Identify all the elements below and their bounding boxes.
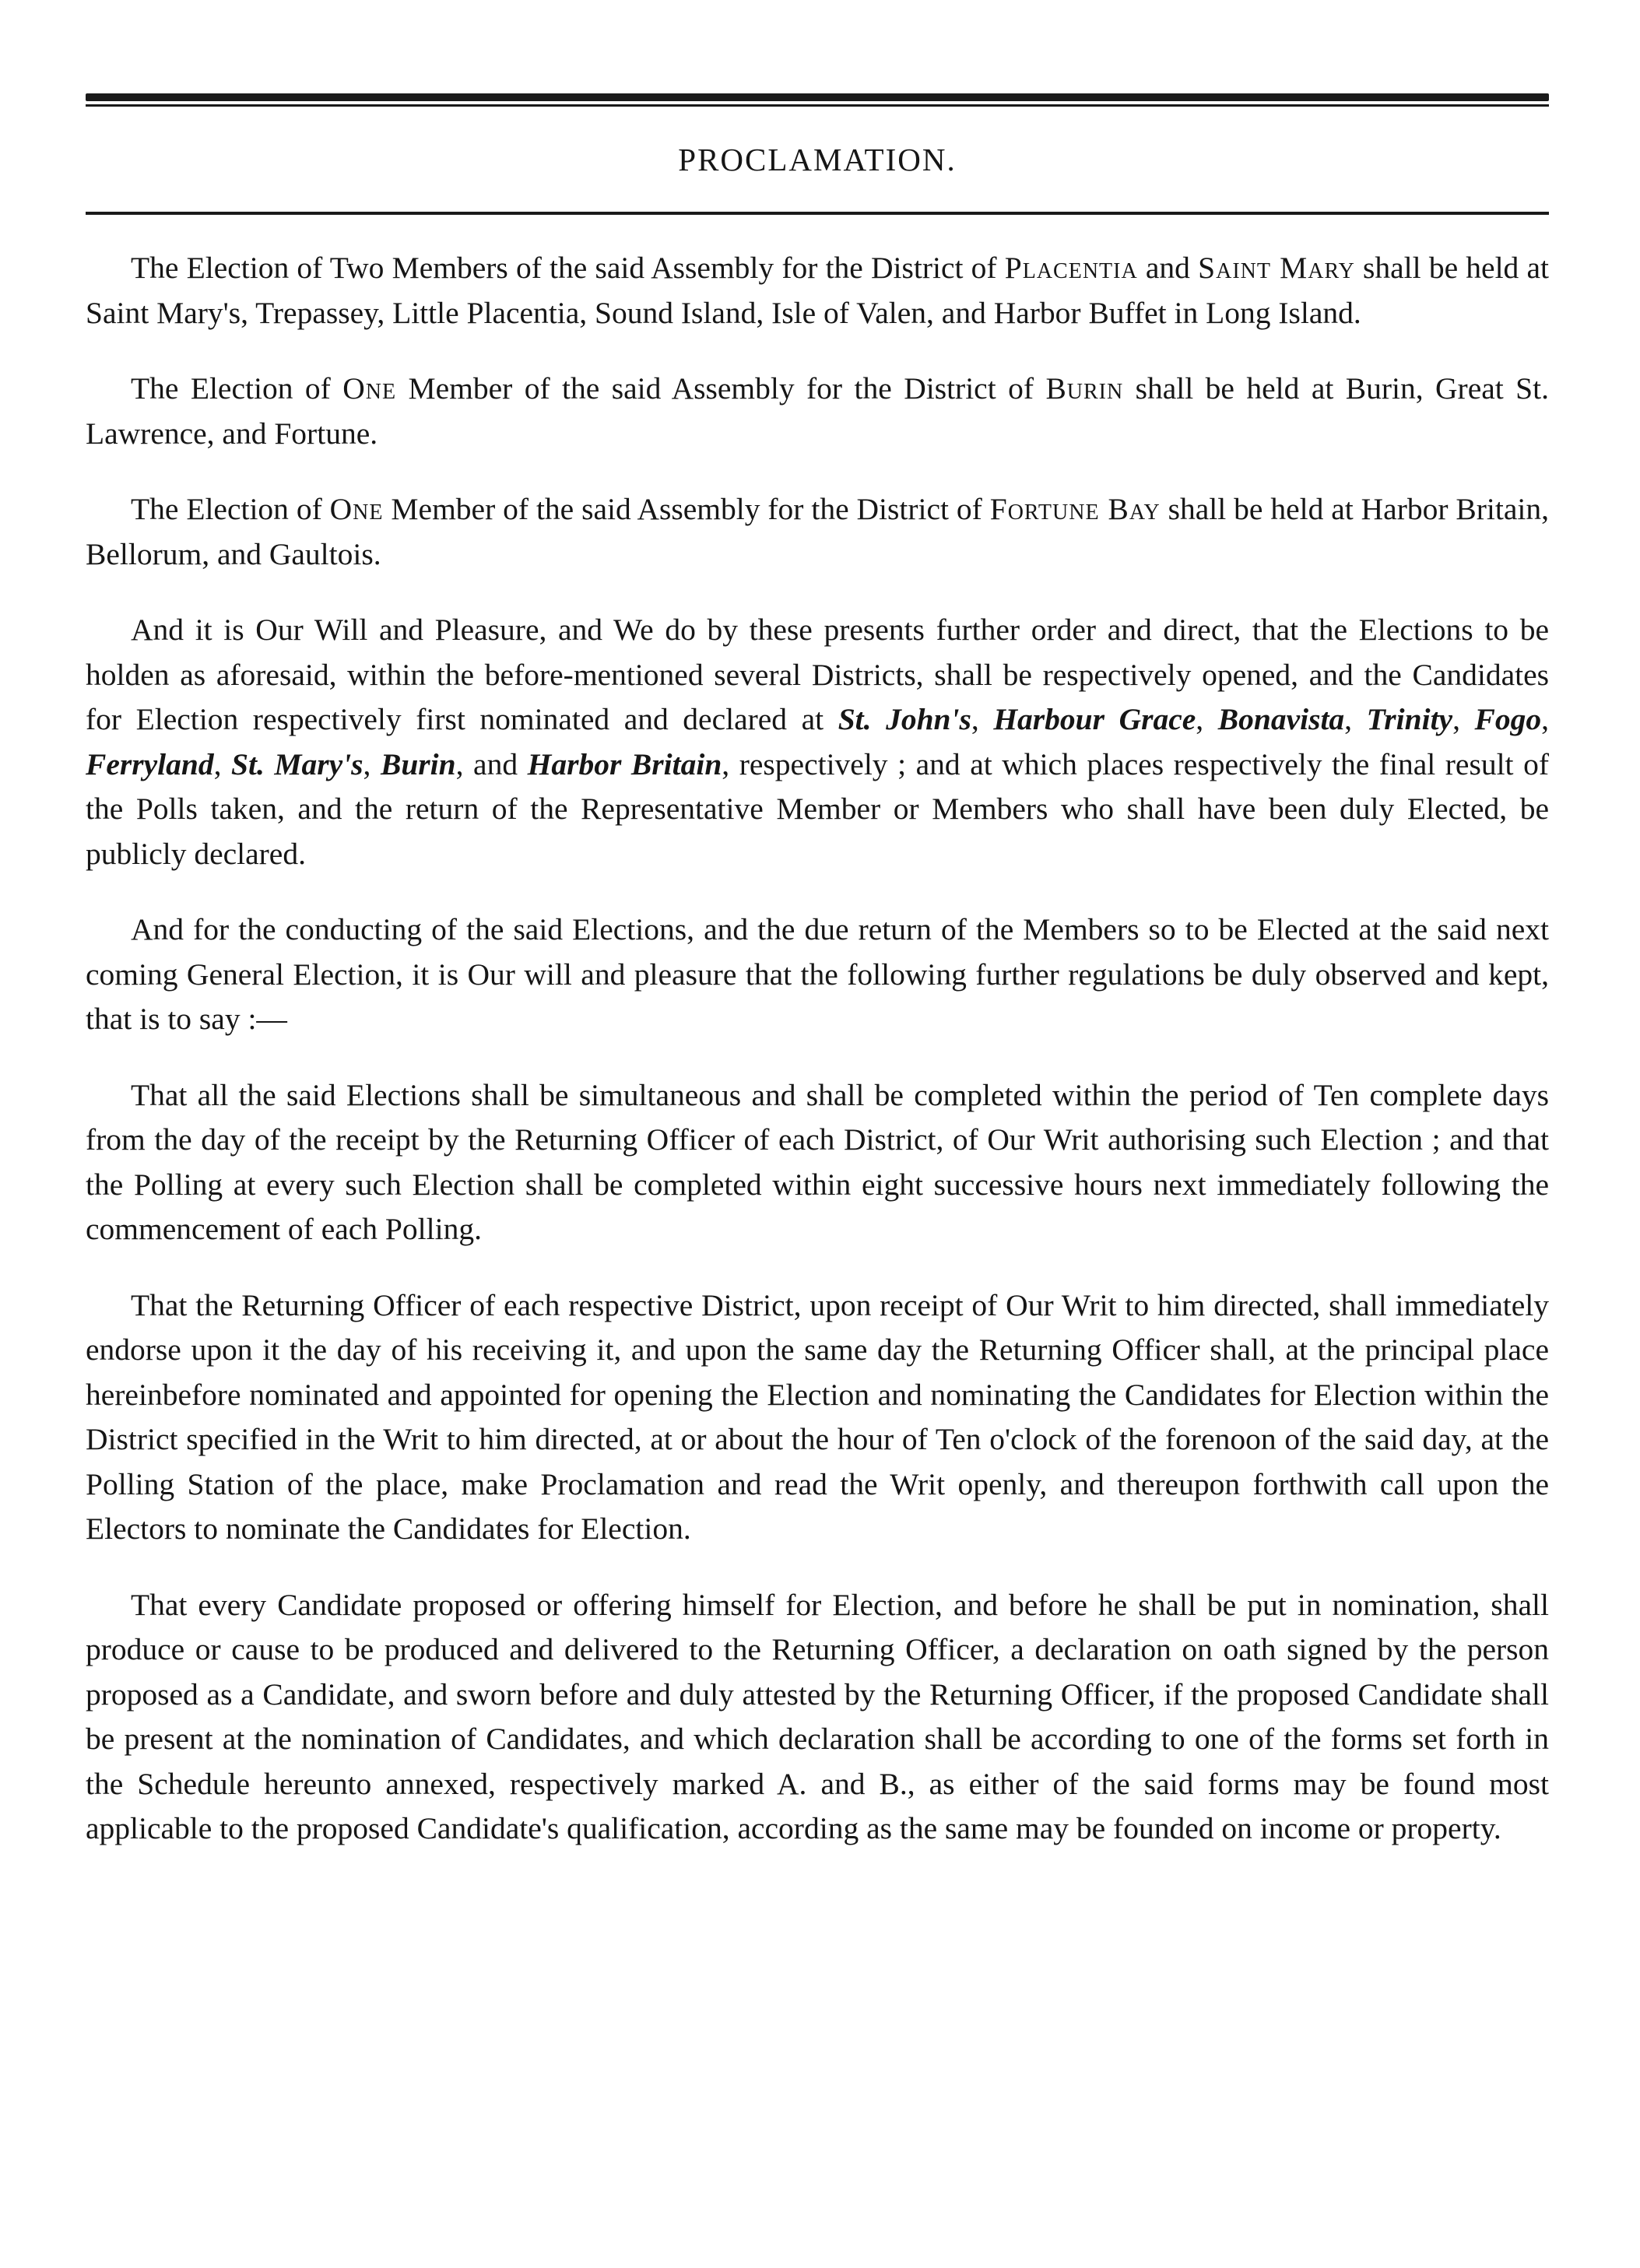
paragraph-text: , respectively ; and at which places respectively the final result of the Polls taken, and the return of the Representative Member or Members who shall have been duly Elected, be publicly declared. [86, 746, 1549, 871]
paragraph-burin [86, 367, 1549, 456]
paragraph-text: And it is Our Will and Pleasure, and We do by these presents further order and direct, that the Elections to be holden as aforesaid, within the before-mentioned several Districts, shall be respectively opened, and the Candidates for Election respectively first nominated and declared at [86, 613, 1549, 736]
separator: , [363, 746, 381, 781]
paragraph-text: The Election of Two Members of the said Assembly for the District of [131, 251, 1005, 285]
paragraph-text: The Election of [131, 371, 343, 406]
district-name: Saint Mary [1198, 251, 1355, 285]
paragraph-simultaneous-elections: That all the said Elections shall be simultaneous and shall be completed within the period of Ten complete days from the day of the receipt by the Returning Officer of each District, of Our Writ authorising such Election ; and that the Polling at every such Election shall be completed within eight successive hours next immediately following the commencement of each Polling. [86, 1077, 1549, 1246]
top-thin-rule [86, 104, 1549, 107]
paragraph-conducting-elections: And for the conducting of the said Elections, and the due return of the Members so to be Elected at the said next coming General Election, it is Our will and pleasure that the following further regulations be duly observed and kept, that is to say :— [86, 912, 1549, 1036]
place-name: Ferryland [86, 746, 214, 781]
top-thick-rule [86, 93, 1549, 101]
member-count: One [329, 492, 384, 526]
place-name: Bonavista [1217, 702, 1345, 736]
paragraph-fortune-bay [86, 487, 1549, 577]
paragraph-text: Member of the said Assembly for the District of [383, 492, 990, 526]
top-double-rule [86, 92, 1549, 109]
title-underline-rule [86, 212, 1549, 215]
separator: , [213, 746, 232, 781]
paragraph-will-and-pleasure [86, 608, 1549, 876]
district-name: Burin [1045, 371, 1124, 406]
paragraph-text: and [1137, 251, 1199, 285]
separator: , and [455, 746, 528, 781]
place-name: Harbor Britain [527, 746, 722, 781]
separator: , [1196, 702, 1218, 736]
place-name: St. John's [838, 702, 971, 736]
paragraph-returning-officer: That the Returning Officer of each respective District, upon receipt of Our Writ to him directed, shall immediately endorse upon it the day of his receiving it, and upon the same day the Returning Officer shall, at the principal place hereinbefore nominated and appointed for opening the Election and nominating the Candidates for Election within the District specified in the Writ to him directed, at or about the hour of Ten o'clock of the forenoon of the said day, at the Polling Station of the place, make Proclamation and read the Writ openly, and thereupon forthwith call upon the Electors to nominate the Candidates for Election. [86, 1287, 1549, 1546]
district-name: Fortune Bay [989, 492, 1161, 526]
paragraph-text: shall be held at Harbor Britain, Bellorum, and Gaultois. [86, 492, 1549, 571]
place-name: Harbour Grace [993, 702, 1196, 736]
district-name: Placentia [1004, 251, 1138, 285]
paragraph-text: Member of the said Assembly for the District of [396, 371, 1046, 406]
paragraph-placentia [86, 246, 1549, 335]
paragraph-candidate-declaration: That every Candidate proposed or offering himself for Election, and before he shall be put in nomination, shall produce or cause to be produced and delivered to the Returning Officer, a declaration on oath signed by the person proposed as a Candidate, and sworn before and duly attested by the Returning Officer, if the proposed Candidate shall be present at the nomination of Candidates, and which declaration shall be according to one of the forms set forth in the Schedule hereunto annexed, respectively marked A. and B., as either of the said forms may be found most applicable to the proposed Candidate's qualification, according as the same may be founded on income or property. [86, 1587, 1549, 1845]
paragraph-text: The Election of [131, 492, 330, 526]
place-name: Fogo [1474, 702, 1542, 736]
separator: , [1541, 702, 1550, 736]
separator: , [1344, 702, 1367, 736]
separator: , [1452, 702, 1475, 736]
paragraph-text: shall be held at Burin, Great St. Lawrence, and Fortune. [86, 371, 1549, 451]
member-count: One [342, 371, 397, 406]
document-page [86, 92, 1549, 1883]
separator: , [971, 702, 994, 736]
document-title: PROCLAMATION. [678, 142, 957, 177]
place-name: Burin [380, 746, 456, 781]
paragraph-text: shall be held at Saint Mary's, Trepassey, Little Placentia, Sound Island, Isle of Valen, and Harbor Buffet in Long Island. [86, 251, 1549, 330]
document-body [86, 246, 1549, 1852]
place-name: St. Mary's [231, 746, 363, 781]
place-name: Trinity [1366, 702, 1453, 736]
